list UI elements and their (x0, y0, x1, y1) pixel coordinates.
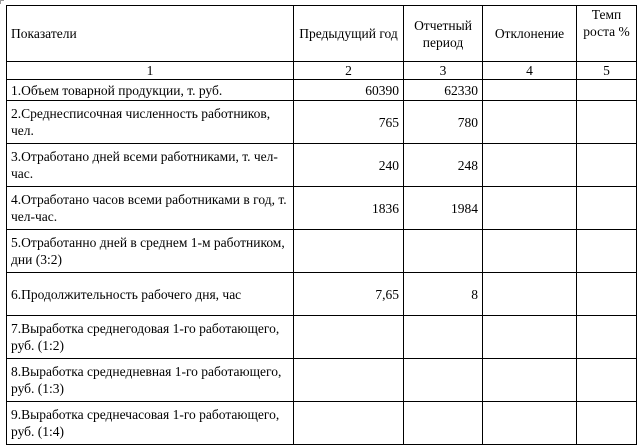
column-number: 3 (404, 62, 483, 80)
row-growth-value (577, 316, 637, 359)
row-name: 3.Отработано дней всеми работниками, т. чел-час. (7, 144, 294, 187)
indicators-table (6, 5, 637, 445)
row-deviation-value (483, 187, 577, 230)
column-number: 1 (7, 62, 294, 80)
header-previous-year: Предыдущий год (294, 6, 404, 62)
header-row (7, 6, 637, 62)
row-current-value (404, 316, 483, 359)
row-name: 9.Выработка среднечасовая 1-го работающего, руб. (1:4) (7, 402, 294, 445)
column-number: 5 (577, 62, 637, 80)
table-row (7, 187, 637, 230)
table-row (7, 80, 637, 101)
table-row (7, 316, 637, 359)
row-growth-value (577, 80, 637, 101)
row-deviation-value (483, 273, 577, 316)
row-current-value: 248 (404, 144, 483, 187)
row-previous-value: 1836 (294, 187, 404, 230)
table-row (7, 144, 637, 187)
column-number-row (7, 62, 637, 80)
row-deviation-value (483, 316, 577, 359)
row-current-value: 780 (404, 101, 483, 144)
row-current-value: 1984 (404, 187, 483, 230)
row-deviation-value (483, 402, 577, 445)
row-current-value: 62330 (404, 80, 483, 101)
row-name: 8.Выработка среднедневная 1-го работающего, руб. (1:3) (7, 359, 294, 402)
row-name: 2.Среднесписочная численность работников, чел. (7, 101, 294, 144)
row-name: 5.Отработанно дней в среднем 1-м работником, дни (3:2) (7, 230, 294, 273)
row-deviation-value (483, 101, 577, 144)
column-number: 4 (483, 62, 577, 80)
table-row (7, 359, 637, 402)
row-previous-value: 60390 (294, 80, 404, 101)
corner-mark (0, 0, 4, 4)
row-current-value (404, 230, 483, 273)
row-deviation-value (483, 80, 577, 101)
row-previous-value: 765 (294, 101, 404, 144)
row-current-value: 8 (404, 273, 483, 316)
header-growth-rate: Темп роста % (577, 6, 637, 62)
row-deviation-value (483, 230, 577, 273)
row-previous-value: 7,65 (294, 273, 404, 316)
row-current-value (404, 402, 483, 445)
row-previous-value (294, 230, 404, 273)
row-previous-value (294, 402, 404, 445)
row-growth-value (577, 359, 637, 402)
table-row (7, 230, 637, 273)
header-reporting-period: Отчетный период (404, 6, 483, 62)
column-number: 2 (294, 62, 404, 80)
row-deviation-value (483, 359, 577, 402)
row-name: 7.Выработка среднегодовая 1-го работающего, руб. (1:2) (7, 316, 294, 359)
table-row (7, 273, 637, 316)
row-name: 4.Отработано часов всеми работниками в год, т. чел-час. (7, 187, 294, 230)
row-growth-value (577, 187, 637, 230)
row-growth-value (577, 230, 637, 273)
row-previous-value (294, 316, 404, 359)
row-growth-value (577, 101, 637, 144)
table-row (7, 402, 637, 445)
table-row (7, 101, 637, 144)
header-indicator: Показатели (7, 6, 294, 62)
row-growth-value (577, 273, 637, 316)
row-name: 1.Объем товарной продукции, т. руб. (7, 80, 294, 101)
row-previous-value (294, 359, 404, 402)
row-current-value (404, 359, 483, 402)
row-deviation-value (483, 144, 577, 187)
header-deviation: Отклонение (483, 6, 577, 62)
row-name: 6.Продолжительность рабочего дня, час (7, 273, 294, 316)
row-previous-value: 240 (294, 144, 404, 187)
row-growth-value (577, 144, 637, 187)
row-growth-value (577, 402, 637, 445)
